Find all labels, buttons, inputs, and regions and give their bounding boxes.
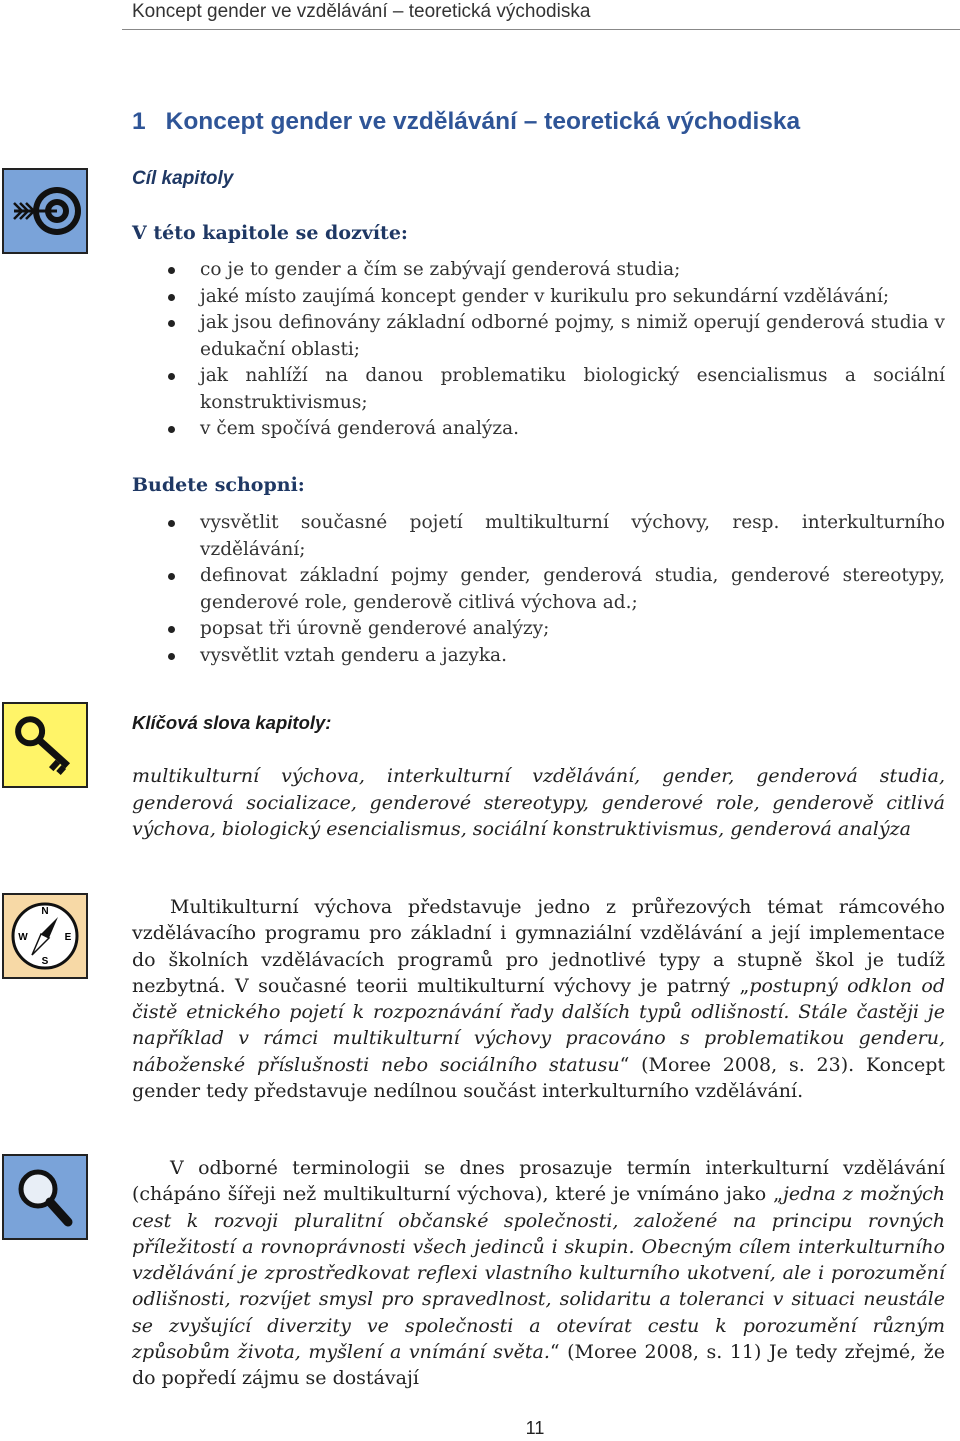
compass-west: W [18,932,28,943]
learn-list [132,257,945,443]
quote-moree-11: jedna z možných cest k rozvoji pluralitní občanské společnosti, založené na principu rovných příležitostí a rovnoprávnosti všech jedinců i skupin. Obecným cílem interkulturního vzdělávání je zprostředkovat reflexi vlastního kulturního ukotvení, ale i porozumění odlišnosti, rozvíjet smysl pro spravedlnost, solidaritu a toleranci v situaci neustále se zvyšující diverzity ve společnosti a otevírat cestu k porozumění různým způsobům života, myšlení a vnímání světa. [132,1183,945,1364]
paragraph-lead: Multikulturní výchova představuje jedno z průřezových témat rámcového vzdělávacího programu pro základní i gymnaziální vzdělávání a její implementace do školních vzdělávacích programů pro jednotlivé typy a stupně škol je tudíž nezbytná. V současné teorii multikulturní výchovy je patrný „ [132,896,945,997]
list-item: jaké místo zaujímá koncept gender v kurikulu pro sekundární vzdělávání; [132,284,945,311]
compass-south: S [41,956,49,967]
quote-moree-23: postupný odklon od čistě etnického pojetí k rozpoznávání řady dalších typů odlišností. Stále častěji je například v rámci multikulturní výchovy pracováno s problematikou genderu, náboženské příslušnosti nebo sociálního statusu [132,974,945,1076]
magnifier-icon [2,1154,87,1240]
keywords-label: Klíčová slova kapitoly: [132,712,332,733]
list-item: co je to gender a čím se zabývají genderová studia; [132,257,945,284]
chapter-title-text: Koncept gender ve vzdělávání – teoretická východiska [165,108,801,135]
list-item: jak nahlíží na danou problematiku biologický esencialismus a sociální konstruktivismus; [132,363,945,416]
paragraph-lead: V odborné terminologii se dnes prosazuje termín interkulturní vzdělávání (chápáno šířeji než multikulturní výchova), které je vnímáno jako „ [132,1157,945,1206]
list-item: definovat základní pojmy gender, genderová studia, genderové stereotypy, genderové role, genderově citlivá výchova ad.; [132,563,945,616]
list-item: v čem spočívá genderová analýza. [132,416,945,443]
compass-north: N [41,906,49,917]
able-heading: Budete schopni: [132,474,305,496]
compass-east: E [64,932,72,943]
able-list [132,510,945,669]
target-icon [2,168,87,254]
paragraph-tail: “ (Moree 2008, s. 23). Koncept gender tedy představuje nedílnou součást interkulturního vzdělávání. [132,1053,945,1103]
key-icon [2,702,87,788]
page-number: 11 [525,1418,545,1438]
compass-icon [2,893,87,979]
paragraph-intercultural [132,1155,945,1392]
paragraph-multicultural [132,894,945,1104]
list-item: vysvětlit vztah genderu a jazyka. [132,643,945,670]
chapter-goal-label: Cíl kapitoly [132,168,234,189]
header-divider [122,29,960,30]
list-item: vysvětlit současné pojetí multikulturní výchovy, resp. interkulturního vzdělávání; [132,510,945,563]
learn-heading: V této kapitole se dozvíte: [132,222,408,244]
chapter-title [132,108,800,136]
paragraph-tail: “ (Moree 2008, s. 11) Je tedy zřejmé, že do popředí zájmu se dostávají [132,1341,945,1390]
running-header: Koncept gender ve vzdělávání – teoretická východiska [132,1,591,22]
list-item: jak jsou definovány základní odborné pojmy, s nimiž operují genderová studia v edukační oblasti; [132,310,945,363]
chapter-number: 1 [132,108,146,135]
list-item: popsat tři úrovně genderové analýzy; [132,616,945,643]
keywords-text: multikulturní výchova, interkulturní vzdělávání, gender, genderová studia, genderová socializace, genderové stereotypy, genderové role, genderově citlivá výchova, biologický esencialismus, sociální konstruktivismus, genderová analýza [132,765,945,840]
